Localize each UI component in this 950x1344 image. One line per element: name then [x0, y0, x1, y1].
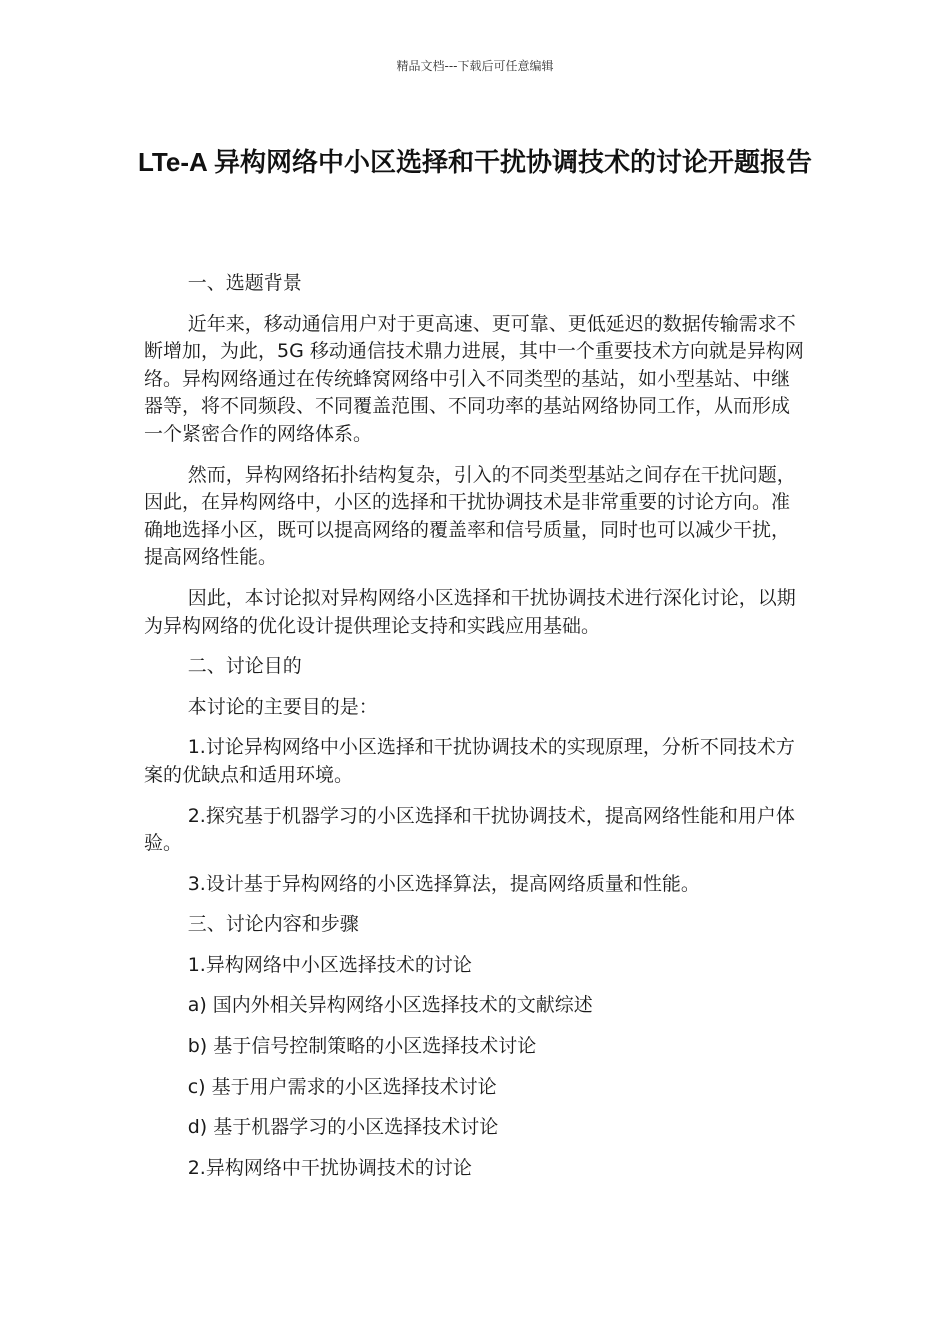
list-item-content-1c: c) 基于用户需求的小区选择技术讨论	[187, 1075, 497, 1098]
paragraph-background-3: 因此，本讨论拟对异构网络小区选择和干扰协调技术进行深化讨论，以期为异构网络的优化设计提供理论支持和实践应用基础。	[144, 586, 796, 637]
header-note: 精品文档---下载后可任意编辑	[396, 59, 554, 73]
list-item-content-1b: b) 基于信号控制策略的小区选择技术讨论	[187, 1035, 537, 1058]
section-heading-purpose: 二、讨论目的	[187, 655, 302, 678]
paragraph-purpose-intro: 本讨论的主要目的是：	[187, 695, 378, 718]
document-body	[144, 270, 804, 1195]
list-item-purpose-3: 3.设计基于异构网络的小区选择算法，提高网络质量和性能。	[187, 872, 700, 895]
paragraph-background-2: 然而，异构网络拓扑结构复杂，引入的不同类型基站之间存在干扰问题，因此，在异构网络中，小区的选择和干扰协调技术是非常重要的讨论方向。准确地选择小区，既可以提高网络的覆盖率和信号质量，同时也可以减少干扰，提高网络性能。	[144, 463, 796, 569]
document-title: LTe-A 异构网络中小区选择和干扰协调技术的讨论开题报告	[137, 147, 813, 177]
list-item-purpose-2: 2.探究基于机器学习的小区选择和干扰协调技术，提高网络性能和用户体验。	[144, 804, 795, 855]
list-item-content-1: 1.异构网络中小区选择技术的讨论	[187, 953, 472, 976]
list-item-content-2: 2.异构网络中干扰协调技术的讨论	[187, 1156, 472, 1179]
list-item-purpose-1: 1.讨论异构网络中小区选择和干扰协调技术的实现原理，分析不同技术方案的优缺点和适用环境。	[144, 736, 795, 786]
list-item-content-1d: d) 基于机器学习的小区选择技术讨论	[187, 1116, 499, 1139]
list-item-content-1a: a) 国内外相关异构网络小区选择技术的文献综述	[187, 994, 593, 1017]
section-heading-background: 一、选题背景	[187, 272, 302, 294]
section-heading-content: 三、讨论内容和步骤	[187, 913, 359, 936]
paragraph-background-1: 近年来，移动通信用户对于更高速、更可靠、更低延迟的数据传输需求不断增加，为此，5G 移动通信技术鼎力进展，其中一个重要技术方向就是异构网络。异构网络通过在传统蜂窝网络中引入不同类型的基站，如小型基站、中继器等，将不同频段、不同覆盖范围、不同功率的基站网络协同工作，从而形成一个紧密合作的网络体系。	[144, 312, 804, 445]
